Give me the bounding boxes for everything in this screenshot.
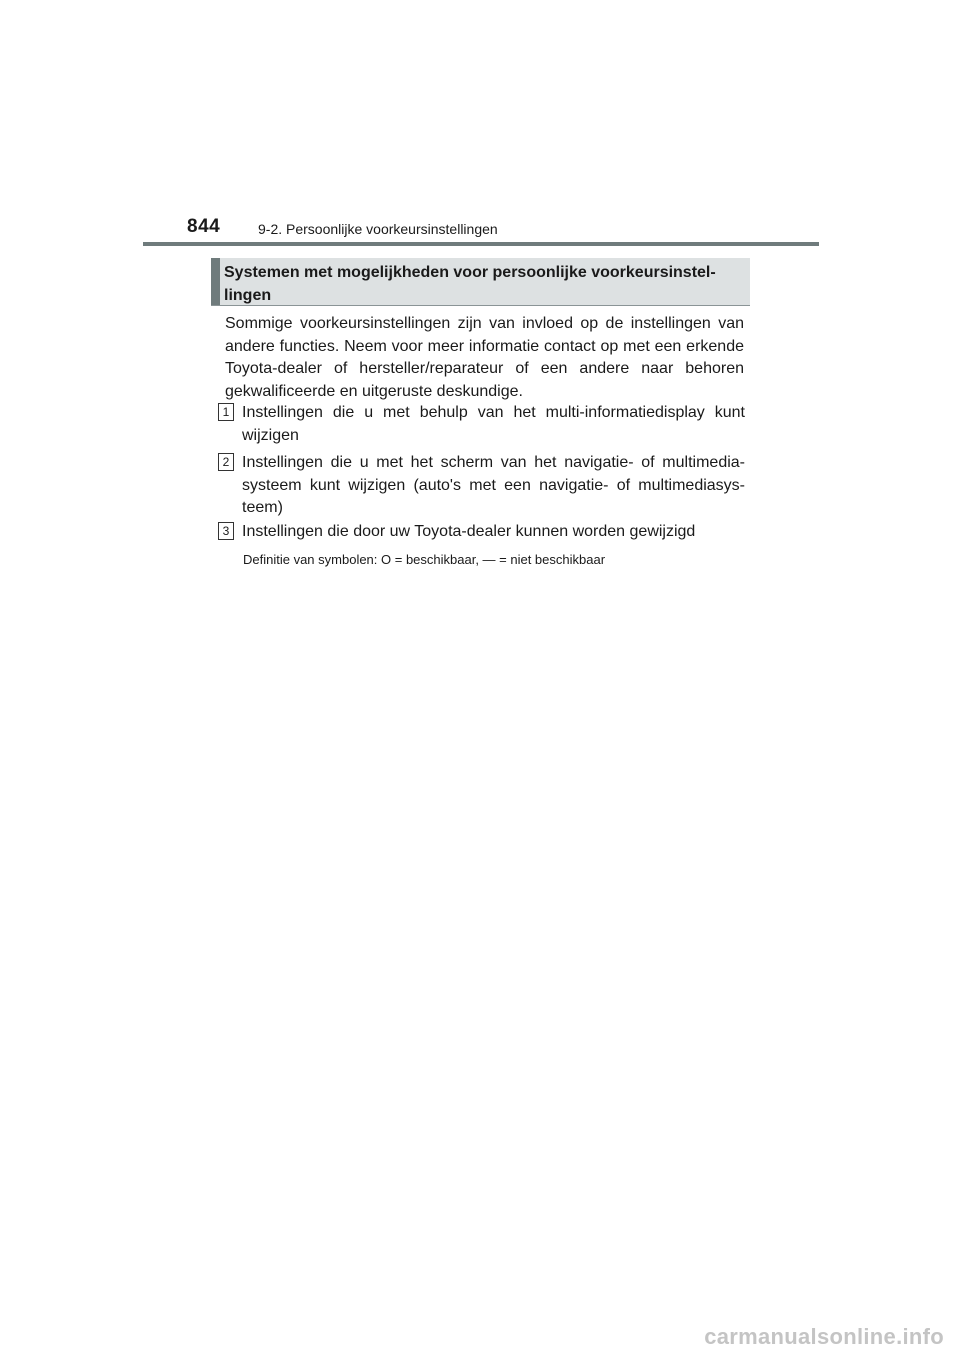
heading-accent-bar — [211, 258, 220, 305]
page-number: 844 — [187, 216, 221, 237]
symbol-definition-note: Definitie van symbolen: O = beschikbaar, — = niet beschikbaar — [243, 552, 606, 567]
section-heading-box — [211, 258, 750, 306]
item-number-badge: 3 — [218, 522, 234, 540]
watermark: carmanualsonline.info — [704, 1324, 944, 1349]
header-rule — [143, 242, 819, 246]
item-number-badge: 1 — [218, 403, 234, 421]
item-number-badge: 2 — [218, 453, 234, 471]
section-label: 9-2. Persoonlijke voorkeursinstellingen — [258, 221, 498, 237]
intro-paragraph: Sommige voorkeursinstellingen zijn van invloed op de instellingen van andere functies. Neem voor meer informatie contact op met een erkende Toyota-dealer of hersteller/reparateur of een andere naar behoren gekwalificeerde en uitgeruste deskundige. — [225, 315, 744, 400]
list-item-text: Instellingen die u met behulp van het multi-informatiedisplay kunt wijzigen — [242, 404, 745, 444]
list-item-text: Instellingen die u met het scherm van het navigatie- of multimedia-systeem kunt wijzigen (auto's met een navigatie- of multimediasys-teem) — [242, 454, 745, 516]
list-item-text: Instellingen die door uw Toyota-dealer kunnen worden gewijzigd — [242, 523, 696, 540]
section-heading: Systemen met mogelijkheden voor persoonlijke voorkeursinstel-lingen — [224, 264, 716, 304]
